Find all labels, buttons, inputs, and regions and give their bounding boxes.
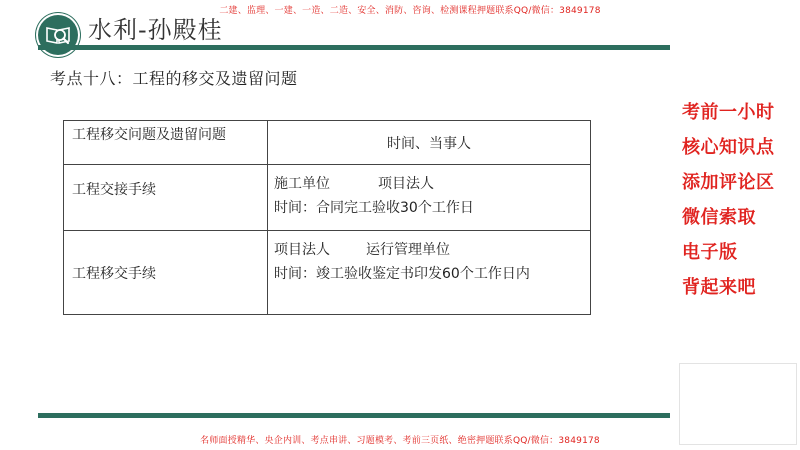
row-topic: 工程移交手续: [64, 231, 268, 315]
party-a: 项目法人: [274, 242, 330, 258]
bottom-promo-banner: 名师面授精华、央企内训、考点串讲、习题模考、考前三页纸、绝密押题联系QQ/微信：3849178: [200, 436, 600, 446]
brand-name: 水利-孙殿桂: [88, 16, 223, 44]
side-callout-list: [682, 95, 775, 305]
row-topic: 工程交接手续: [64, 165, 268, 231]
party-b: 运行管理单位: [366, 242, 450, 258]
footer-divider: [38, 413, 670, 418]
header-cell-topic: 工程移交问题及遗留问题: [64, 121, 268, 165]
side-callout-line: 核心知识点: [682, 137, 775, 158]
party-a: 施工单位: [274, 176, 330, 192]
side-callout-line: 添加评论区: [682, 172, 775, 193]
header-cell-time-party: 时间、当事人: [268, 121, 591, 165]
time-line: 时间：合同完工验收30个工作日: [274, 200, 474, 216]
side-callout-line: 电子版: [682, 242, 738, 263]
row-detail: [268, 165, 591, 231]
handover-table: [63, 120, 591, 315]
side-callout-line: 背起来吧: [682, 277, 756, 298]
section-title: 考点十八：工程的移交及遗留问题: [50, 69, 298, 88]
table-row: [64, 165, 591, 231]
table-row: [64, 231, 591, 315]
qr-placeholder-box: [679, 363, 797, 445]
side-callout-line: 微信索取: [682, 207, 756, 228]
top-promo-banner: 二建、监理、一建、一造、二造、安全、消防、咨询、检测课程押题联系QQ/微信：3849178: [219, 6, 601, 16]
header-divider: [38, 45, 670, 50]
side-callout-line: 考前一小时: [682, 102, 775, 123]
parties-line: [274, 172, 590, 196]
party-b: 项目法人: [378, 176, 434, 192]
table-header-row: [64, 121, 591, 165]
row-detail: [268, 231, 591, 315]
parties-line: [274, 238, 590, 262]
time-line: 时间：竣工验收鉴定书印发60个工作日内: [274, 266, 530, 282]
